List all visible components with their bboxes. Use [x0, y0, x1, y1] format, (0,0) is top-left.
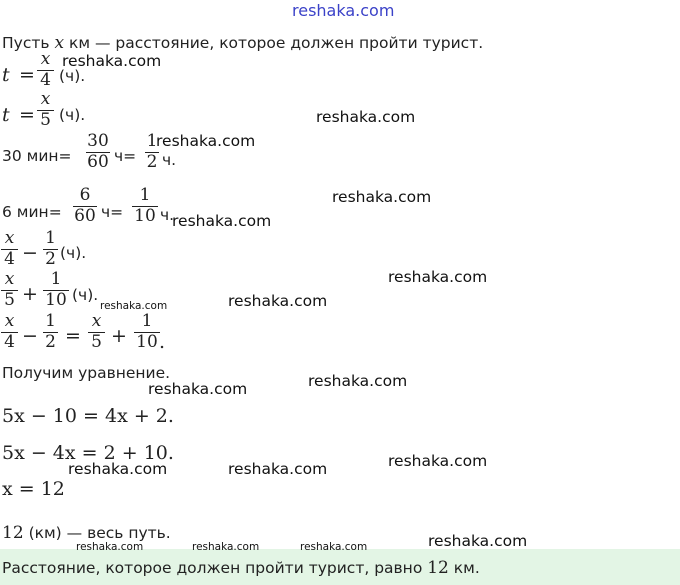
eq2-eq: =: [19, 104, 35, 126]
answer-text: [2, 558, 480, 578]
eq7-fraction-2: 1 2: [43, 313, 58, 351]
eq1-unit: (ч).: [59, 67, 86, 85]
eq7-fraction-3: x 5: [88, 313, 105, 351]
eq3-fraction-2: 1 2: [146, 131, 158, 172]
watermark: reshaka.com: [388, 268, 488, 286]
eq3-prefix: 30 мин=: [2, 147, 72, 165]
eq2-lhs: t: [2, 104, 10, 126]
eq4-fraction-1: 6 60: [74, 185, 96, 226]
eq4-mid: ч=: [101, 203, 124, 221]
intro-var: x: [54, 33, 65, 53]
watermark: reshaka.com: [228, 460, 328, 478]
eq5-fraction-1: x 4: [1, 230, 18, 268]
answer-pre: Расстояние, которое должен пройти турист, равно: [2, 559, 428, 577]
eq8: 5x − 10 = 4x + 2.: [2, 405, 174, 427]
watermark: reshaka.com: [332, 188, 432, 206]
eq1-fraction: x 4: [37, 51, 54, 89]
eq5-op: −: [22, 242, 38, 264]
eq4-unit: ч.: [160, 206, 175, 224]
eq5-fraction-2: 1 2: [43, 230, 58, 268]
eq7-op2: +: [111, 325, 127, 347]
watermark: reshaka.com: [308, 372, 408, 390]
watermark: reshaka.com: [76, 541, 144, 553]
eq7-eq: =: [65, 325, 81, 347]
eq4-prefix: 6 мин=: [2, 203, 62, 221]
watermark: reshaka.com: [156, 132, 256, 150]
eq5-unit: (ч).: [60, 244, 87, 262]
intro-post: км — расстояние, которое должен пройти турист.: [64, 34, 484, 52]
watermark: reshaka.com: [388, 452, 488, 470]
answer-number: 12: [427, 558, 449, 578]
eq6-unit: (ч).: [72, 286, 99, 304]
equation-intro: Получим уравнение.: [2, 364, 171, 382]
eq2-unit: (ч).: [59, 106, 86, 124]
eq7-fraction-4: 1 10: [134, 313, 160, 351]
eq1-eq: =: [19, 64, 35, 86]
eq7-fraction-1: x 4: [1, 313, 18, 351]
eq6-fraction-1: x 5: [1, 271, 18, 309]
watermark: reshaka.com: [68, 460, 168, 478]
eq7-end: .: [159, 331, 166, 353]
watermark: reshaka.com: [192, 541, 260, 553]
answer-box: [0, 549, 680, 585]
intro-pre: Пусть: [2, 34, 55, 52]
watermark: reshaka.com: [316, 108, 416, 126]
eq6-fraction-2: 1 10: [43, 271, 69, 309]
eq3-fraction-1: 30 60: [87, 131, 109, 172]
site-link[interactable]: reshaka.com: [292, 1, 395, 20]
watermark: reshaka.com: [148, 380, 248, 398]
eq4-fraction-2: 1 10: [132, 187, 158, 225]
watermark: reshaka.com: [172, 212, 272, 230]
eq6-op: +: [22, 283, 38, 305]
watermark: reshaka.com: [100, 300, 168, 312]
answer-post: км.: [448, 559, 480, 577]
eq7-op1: −: [22, 325, 38, 347]
eq2-fraction: x 5: [37, 91, 54, 129]
whole-path-number: 12: [2, 523, 24, 543]
watermark: reshaka.com: [228, 292, 328, 310]
eq3-mid: ч=: [114, 147, 137, 165]
eq3-unit: ч.: [162, 151, 177, 169]
eq10: x = 12: [2, 478, 65, 500]
watermark: reshaka.com: [428, 532, 528, 550]
intro-line: [2, 33, 483, 53]
whole-path-line: [2, 523, 171, 543]
watermark: reshaka.com: [62, 52, 162, 70]
eq9: 5x − 4x = 2 + 10.: [2, 442, 174, 464]
whole-path-text: (км) — весь путь.: [23, 524, 171, 542]
eq1-lhs: t: [2, 64, 10, 86]
watermark: reshaka.com: [300, 541, 368, 553]
